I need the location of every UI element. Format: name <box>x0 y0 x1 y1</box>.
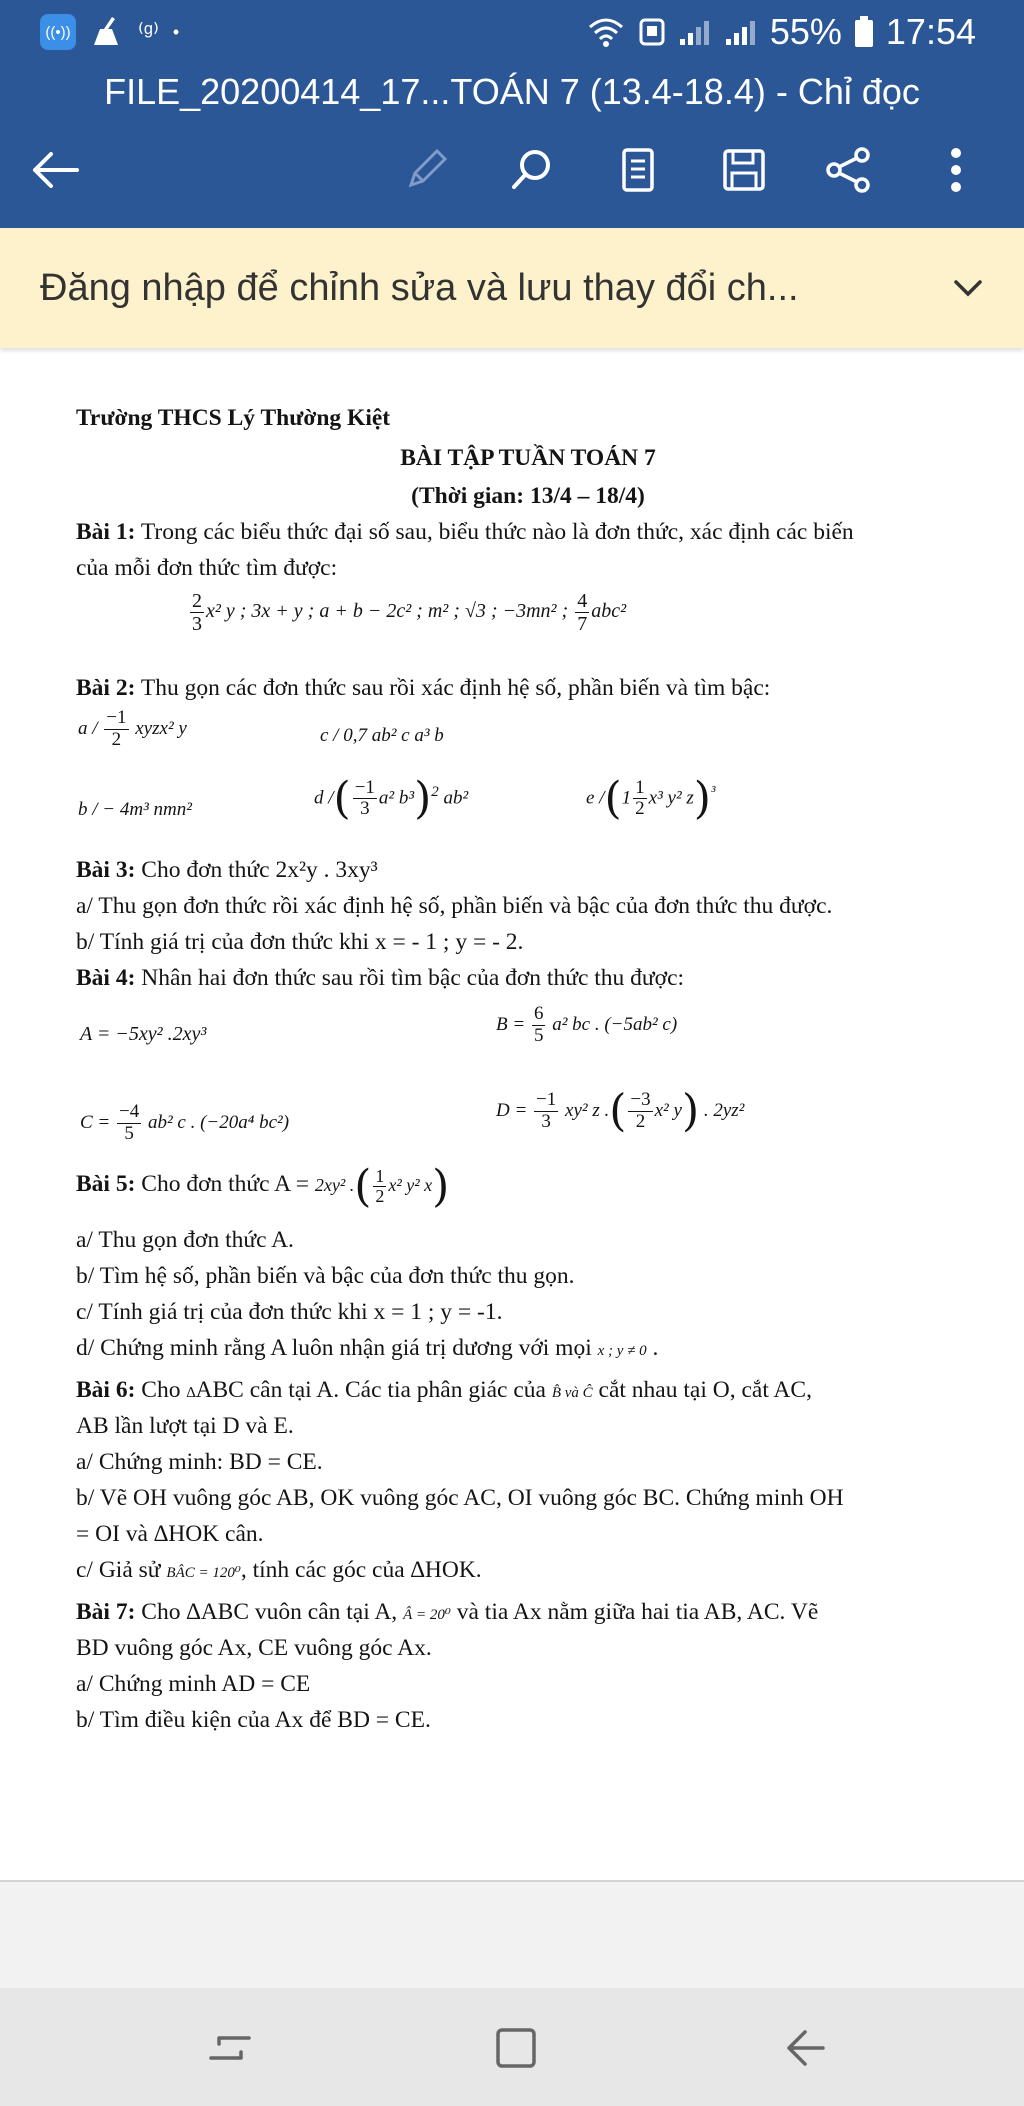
bai2-d: d /( $\frac{-1}{3}$ a² b³)$^2$ ab² <box>314 772 469 824</box>
bai4-D: D = $\frac{-1}{3}$ xy² z .( $\frac{-3}{2}$ x² y) . 2yz² <box>496 1085 745 1137</box>
bai5-prompt: Bài 5: Cho đơn thức A = 2xy² .( $\frac{1}{2}$ x² y² x) <box>76 1160 450 1212</box>
more-icon[interactable] <box>928 142 984 198</box>
school-name: Trường THCS Lý Thường Kiệt <box>76 405 391 431</box>
bai7-b: b/ Tìm điều kiện của Ax để BD = CE. <box>76 1707 431 1733</box>
back-icon[interactable] <box>774 2018 834 2078</box>
bai3-a: a/ Thu gọn đơn thức rồi xác định hệ số, phần biến và bậc của đơn thức thu được. <box>76 893 833 919</box>
bai2-prompt: Bài 2: Thu gọn các đơn thức sau rồi xác định hệ số, phần biến và tìm bậc: <box>76 675 771 701</box>
bai1-label: Bài 1: <box>76 519 136 545</box>
bai5-formula: 2xy² .( $\frac{1}{2}$ x² y² x) <box>314 1160 450 1212</box>
recent-apps-icon[interactable] <box>200 2018 260 2078</box>
wifi-icon <box>586 15 626 49</box>
page-bottom-area <box>0 1880 1024 1990</box>
bai2-b: b / − 4m³ nmn² <box>78 799 192 820</box>
hotspot-icon: ((•)) <box>40 14 76 50</box>
bai4-C: C = $\frac{-4}{5}$ ab² c . (−20a⁴ bc²) <box>80 1101 290 1144</box>
reading-view-icon[interactable] <box>610 142 666 198</box>
bai6-a: a/ Chứng minh: BD = CE. <box>76 1449 323 1475</box>
share-icon[interactable] <box>820 142 876 198</box>
bai6-c: c/ Giả sử BÂC = 120⁰, tính các góc của ∆HOK. <box>76 1557 482 1583</box>
bai6-prompt-2: AB lần lượt tại D và E. <box>76 1413 294 1439</box>
back-arrow-icon[interactable] <box>28 142 84 198</box>
bai6-b-2: = OI và ∆HOK cân. <box>76 1521 264 1547</box>
system-nav-bar <box>0 1988 1024 2106</box>
signal-icon-1 <box>678 17 712 47</box>
clock: 17:54 <box>885 11 976 52</box>
status-left <box>40 12 179 52</box>
fraction: $\frac{2}{3}$ <box>192 590 202 635</box>
bai2-c: c / 0,7 ab² c a³ b <box>320 725 444 746</box>
bai5-a: a/ Thu gọn đơn thức A. <box>76 1227 294 1253</box>
pen-icon[interactable] <box>398 142 454 198</box>
bai1-expressions: $\frac{2}{3}$ x² y ; 3x + y ; a + b − 2c² ; m² ; √3 ; −3mn² ; $\frac{4}{7}$ abc² <box>192 590 627 635</box>
worksheet-time: (Thời gian: 13/4 – 18/4) <box>411 483 645 509</box>
bai7-prompt-2: BD vuông góc Ax, CE vuông góc Ax. <box>76 1635 432 1661</box>
battery-percent: 55% <box>769 11 842 52</box>
bai2-e: e /(1 $\frac{1}{2}$ x³ y² z)$^{^3}$ <box>586 772 716 824</box>
bai6-b: b/ Vẽ OH vuông góc AB, OK vuông góc AC, OI vuông góc BC. Chứng minh OH <box>76 1485 844 1511</box>
bai5-c: c/ Tính giá trị của đơn thức khi x = 1 ; y = -1. <box>76 1299 503 1325</box>
cleaner-icon <box>90 15 124 49</box>
bai1-prompt-2: của mỗi đơn thức tìm được: <box>76 555 338 581</box>
document-title: FILE_20200414_17...TOÁN 7 (13.4-18.4) - Chỉ đọc <box>104 71 920 112</box>
chevron-down-icon[interactable] <box>948 268 988 308</box>
signal-status-icon: ⁽ᵍ⁾ <box>138 18 159 46</box>
signal-icon-2 <box>724 17 758 47</box>
bai7-label: Bài 7: <box>76 1599 136 1625</box>
toolbar <box>0 130 1024 210</box>
app-bar <box>0 0 1024 228</box>
bai7-prompt: Bài 7: Cho ∆ABC vuôn cân tại A, Â = 20⁰ và tia Ax nằm giữa hai tia AB, AC. Vẽ <box>76 1599 819 1625</box>
banner-text: Đăng nhập để chỉnh sửa và lưu thay đổi ch... <box>40 267 799 309</box>
worksheet-heading: BÀI TẬP TUẦN TOÁN 7 <box>400 445 656 471</box>
bai2-a: a / $\frac{-1}{2}$ xyzx² y <box>78 707 187 750</box>
bai3-prompt: Bài 3: Cho đơn thức 2x²y . 3xy³ <box>76 857 378 883</box>
home-icon[interactable] <box>486 2018 546 2078</box>
bai4-label: Bài 4: <box>76 965 136 991</box>
bai2-label: Bài 2: <box>76 675 136 701</box>
status-dot: • <box>172 21 180 42</box>
bai4-prompt: Bài 4: Nhân hai đơn thức sau rồi tìm bậc của đơn thức thu được: <box>76 965 685 991</box>
bai5-d: d/ Chứng minh rằng A luôn nhận giá trị dương với mọi x ; y ≠ 0 . <box>76 1335 659 1361</box>
status-right <box>586 8 976 56</box>
search-icon[interactable] <box>504 142 560 198</box>
bai7-a: a/ Chứng minh AD = CE <box>76 1671 311 1697</box>
bai3-b: b/ Tính giá trị của đơn thức khi x = - 1 ; y = - 2. <box>76 929 524 955</box>
bai5-b: b/ Tìm hệ số, phần biến và bậc của đơn thức thu gọn. <box>76 1263 575 1289</box>
save-icon[interactable] <box>716 142 772 198</box>
bai6-prompt: Bài 6: Cho ∆ABC cân tại A. Các tia phân giác của B̂ và Ĉ cắt nhau tại O, cắt AC, <box>76 1377 812 1403</box>
bai1-prompt: Bài 1: Trong các biểu thức đại số sau, biểu thức nào là đơn thức, xác định các biến <box>76 519 854 545</box>
battery-icon <box>854 16 874 48</box>
fraction: $\frac{4}{7}$ <box>577 590 588 635</box>
bai4-B: B = $\frac{6}{5}$ a² bc . (−5ab² c) <box>496 1003 678 1046</box>
bai6-label: Bài 6: <box>76 1377 136 1403</box>
sign-in-banner[interactable] <box>0 228 1024 348</box>
bai4-A: A = −5xy² .2xy³ <box>80 1023 207 1045</box>
sync-icon <box>638 17 666 47</box>
status-bar <box>0 0 1024 64</box>
bai5-label: Bài 5: <box>76 1171 136 1197</box>
bai3-label: Bài 3: <box>76 857 136 883</box>
